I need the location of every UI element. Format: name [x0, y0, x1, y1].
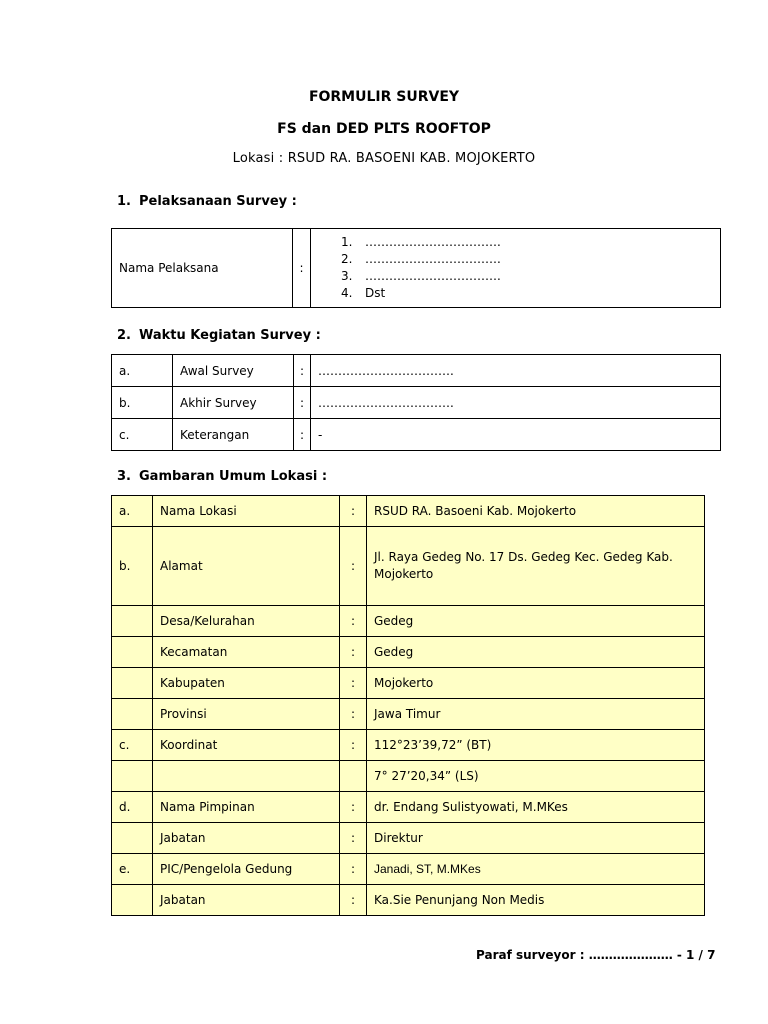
waktu-table — [111, 354, 721, 451]
table-row — [112, 885, 705, 916]
field-label: Provinsi — [153, 699, 340, 730]
row-letter: a. — [112, 496, 153, 527]
section-number: 3. — [117, 469, 131, 484]
row-letter — [112, 699, 153, 730]
table-row — [112, 699, 705, 730]
section-heading-pelaksanaan — [117, 194, 297, 209]
colon-separator: : — [340, 496, 367, 527]
table-row — [112, 668, 705, 699]
row-letter: a. — [112, 355, 173, 387]
field-label: Kabupaten — [153, 668, 340, 699]
desa-value: Gedeg — [367, 606, 705, 637]
field-label: Nama Pimpinan — [153, 792, 340, 823]
field-label: PIC/Pengelola Gedung — [153, 854, 340, 885]
section-heading-waktu — [117, 328, 321, 343]
section-heading-gambaran — [117, 469, 327, 484]
form-title: FORMULIR SURVEY — [308, 89, 460, 105]
colon-separator: : — [340, 885, 367, 916]
keterangan-value[interactable]: - — [311, 419, 721, 451]
field-label: Alamat — [153, 527, 340, 606]
row-letter: c. — [112, 419, 173, 451]
row-letter — [112, 761, 153, 792]
row-letter: e. — [112, 854, 153, 885]
colon-separator: : — [293, 229, 311, 308]
pelaksana-list-cell — [311, 229, 721, 308]
koordinat-ls-value: 7° 27’20,34” (LS) — [367, 761, 705, 792]
table-row — [112, 229, 721, 308]
field-label: Jabatan — [153, 823, 340, 854]
field-label: Jabatan — [153, 885, 340, 916]
table-row — [112, 730, 705, 761]
field-label: Awal Survey — [173, 355, 294, 387]
jabatan-pic-value: Ka.Sie Penunjang Non Medis — [367, 885, 705, 916]
koordinat-bt-value: 112°23’39,72” (BT) — [367, 730, 705, 761]
section-title: Pelaksanaan Survey : — [139, 194, 297, 209]
provinsi-value: Jawa Timur — [367, 699, 705, 730]
akhir-survey-value[interactable]: ……………………………. — [311, 387, 721, 419]
colon-separator: : — [340, 792, 367, 823]
form-subtitle: FS dan DED PLTS ROOFTOP — [277, 121, 491, 137]
table-row — [112, 761, 705, 792]
nama-pimpinan-value: dr. Endang Sulistyowati, M.MKes — [367, 792, 705, 823]
colon-separator: : — [340, 668, 367, 699]
table-row — [112, 606, 705, 637]
table-row — [112, 496, 705, 527]
colon-separator: : — [340, 699, 367, 730]
alamat-value: Jl. Raya Gedeg No. 17 Ds. Gedeg Kec. Gedeg Kab. Mojokerto — [367, 527, 705, 606]
kecamatan-value: Gedeg — [367, 637, 705, 668]
row-letter — [112, 885, 153, 916]
colon-separator: : — [340, 854, 367, 885]
field-label: Desa/Kelurahan — [153, 606, 340, 637]
colon-separator: : — [340, 637, 367, 668]
row-letter — [112, 823, 153, 854]
jabatan-pimpinan-value: Direktur — [367, 823, 705, 854]
colon-separator: : — [340, 730, 367, 761]
field-label — [153, 761, 340, 792]
row-letter — [112, 606, 153, 637]
field-label: Nama Lokasi — [153, 496, 340, 527]
table-row — [112, 823, 705, 854]
pelaksana-table — [111, 228, 721, 308]
list-item[interactable]: 1. ……………………………. — [341, 235, 501, 249]
section-number: 2. — [117, 328, 131, 343]
row-letter — [112, 668, 153, 699]
field-label: Keterangan — [173, 419, 294, 451]
list-item[interactable]: 4. Dst — [341, 286, 386, 300]
table-row — [112, 419, 721, 451]
field-label: Kecamatan — [153, 637, 340, 668]
kabupaten-value: Mojokerto — [367, 668, 705, 699]
table-row — [112, 355, 721, 387]
table-row — [112, 792, 705, 823]
colon-separator: : — [340, 606, 367, 637]
table-row — [112, 637, 705, 668]
colon-separator: : — [294, 355, 311, 387]
row-letter: b. — [112, 527, 153, 606]
awal-survey-value[interactable]: ……………………………. — [311, 355, 721, 387]
surveyor-initials-footer: Paraf surveyor : ………………… - 1 / 7 — [476, 948, 716, 962]
list-item[interactable]: 3. ……………………………. — [341, 269, 501, 283]
table-row — [112, 854, 705, 885]
list-item[interactable]: 2. ……………………………. — [341, 252, 501, 266]
field-label: Akhir Survey — [173, 387, 294, 419]
colon-separator: : — [294, 419, 311, 451]
location-line: Lokasi : RSUD RA. BASOENI KAB. MOJOKERTO — [232, 151, 536, 166]
section-title: Gambaran Umum Lokasi : — [139, 469, 328, 484]
colon-separator — [340, 761, 367, 792]
row-letter: d. — [112, 792, 153, 823]
pic-value: Janadi, ST, M.MKes — [367, 854, 705, 885]
table-row — [112, 527, 705, 606]
colon-separator: : — [340, 823, 367, 854]
field-label: Koordinat — [153, 730, 340, 761]
section-number: 1. — [117, 194, 131, 209]
colon-separator: : — [294, 387, 311, 419]
row-letter: b. — [112, 387, 173, 419]
table-row — [112, 387, 721, 419]
pelaksana-list — [341, 234, 713, 302]
colon-separator: : — [340, 527, 367, 606]
nama-lokasi-value: RSUD RA. Basoeni Kab. Mojokerto — [367, 496, 705, 527]
field-label: Nama Pelaksana — [112, 229, 293, 308]
row-letter: c. — [112, 730, 153, 761]
row-letter — [112, 637, 153, 668]
gambaran-lokasi-table — [111, 495, 705, 916]
section-title: Waktu Kegiatan Survey : — [139, 328, 321, 343]
